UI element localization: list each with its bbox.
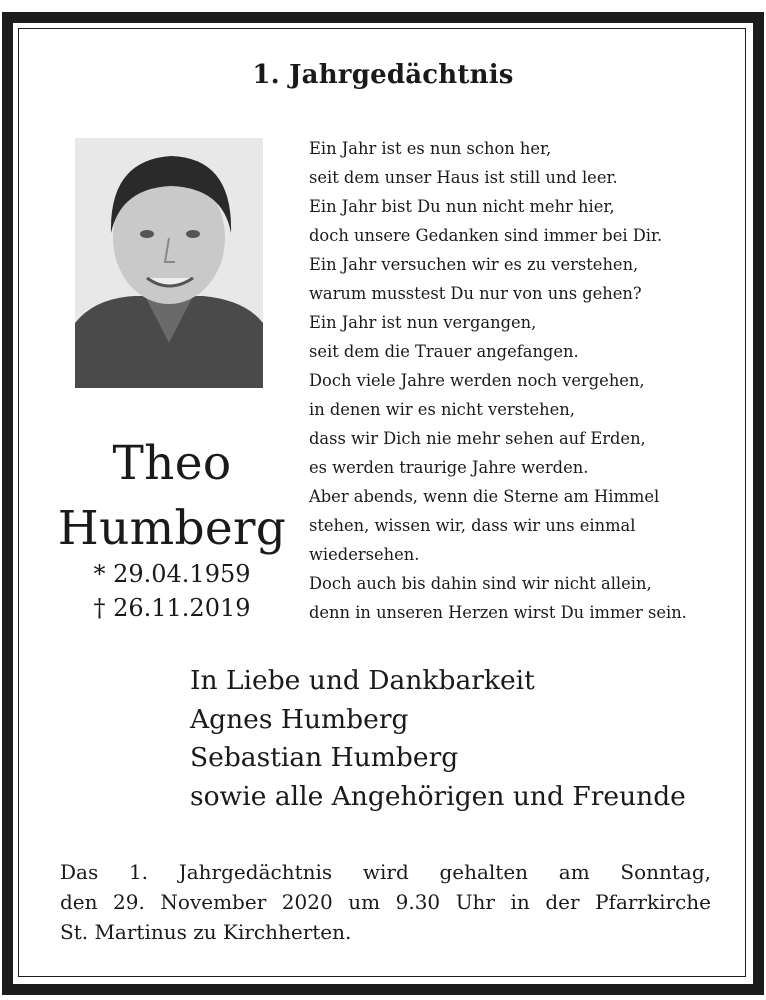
poem-line: Ein Jahr bist Du nun nicht mehr hier,	[309, 197, 615, 216]
poem-line: dass wir Dich nie mehr sehen auf Erden,	[309, 429, 646, 448]
signer-line: Sebastian Humberg	[190, 742, 459, 773]
notice-line: St. Martinus zu Kirchherten.	[60, 920, 352, 944]
memorial-service-notice	[60, 857, 711, 947]
portrait-icon	[75, 138, 263, 388]
poem-line: Ein Jahr ist es nun schon her,	[309, 139, 552, 158]
signer-line: sowie alle Angehörigen und Freunde	[190, 780, 686, 812]
signers	[190, 662, 750, 816]
deceased-first-name: Theo	[112, 436, 232, 491]
poem-line: doch unsere Gedanken sind immer bei Dir.	[309, 226, 663, 245]
poem-line: warum musstest Du nur von uns gehen?	[309, 284, 642, 303]
poem-line: denn in unseren Herzen wirst Du immer sein.	[309, 603, 687, 622]
portrait-photo	[75, 138, 263, 388]
poem-line: Aber abends, wenn die Sterne am Himmel	[309, 487, 660, 506]
poem-line: seit dem die Trauer angefangen.	[309, 342, 579, 361]
page-title: 1. Jahrgedächtnis	[252, 60, 514, 90]
signer-line: Agnes Humberg	[190, 703, 409, 735]
poem-line: in denen wir es nicht verstehen,	[309, 400, 575, 419]
poem-line: Doch auch bis dahin sind wir nicht allein,	[309, 574, 652, 593]
signer-line: In Liebe und Dankbarkeit	[190, 665, 535, 696]
poem-line: es werden traurige Jahre werden.	[309, 458, 589, 477]
poem-line: seit dem unser Haus ist still und leer.	[309, 168, 618, 187]
notice-line: den 29. November 2020 um 9.30 Uhr in der Pfarrkirche	[60, 890, 711, 914]
poem-line: Ein Jahr versuchen wir es zu verstehen,	[309, 255, 639, 274]
deceased-last-name: Humberg	[57, 501, 287, 556]
poem-line: wiedersehen.	[309, 545, 420, 564]
birth-date: * 29.04.1959	[93, 560, 251, 588]
poem-line: Doch viele Jahre werden noch vergehen,	[309, 371, 645, 390]
poem	[309, 134, 729, 627]
death-date: † 26.11.2019	[93, 594, 251, 622]
poem-line: stehen, wissen wir, dass wir uns einmal	[309, 516, 636, 535]
notice-line: Das 1. Jahrgedächtnis wird gehalten am Sonntag,	[60, 860, 711, 884]
poem-line: Ein Jahr ist nun vergangen,	[309, 313, 537, 332]
